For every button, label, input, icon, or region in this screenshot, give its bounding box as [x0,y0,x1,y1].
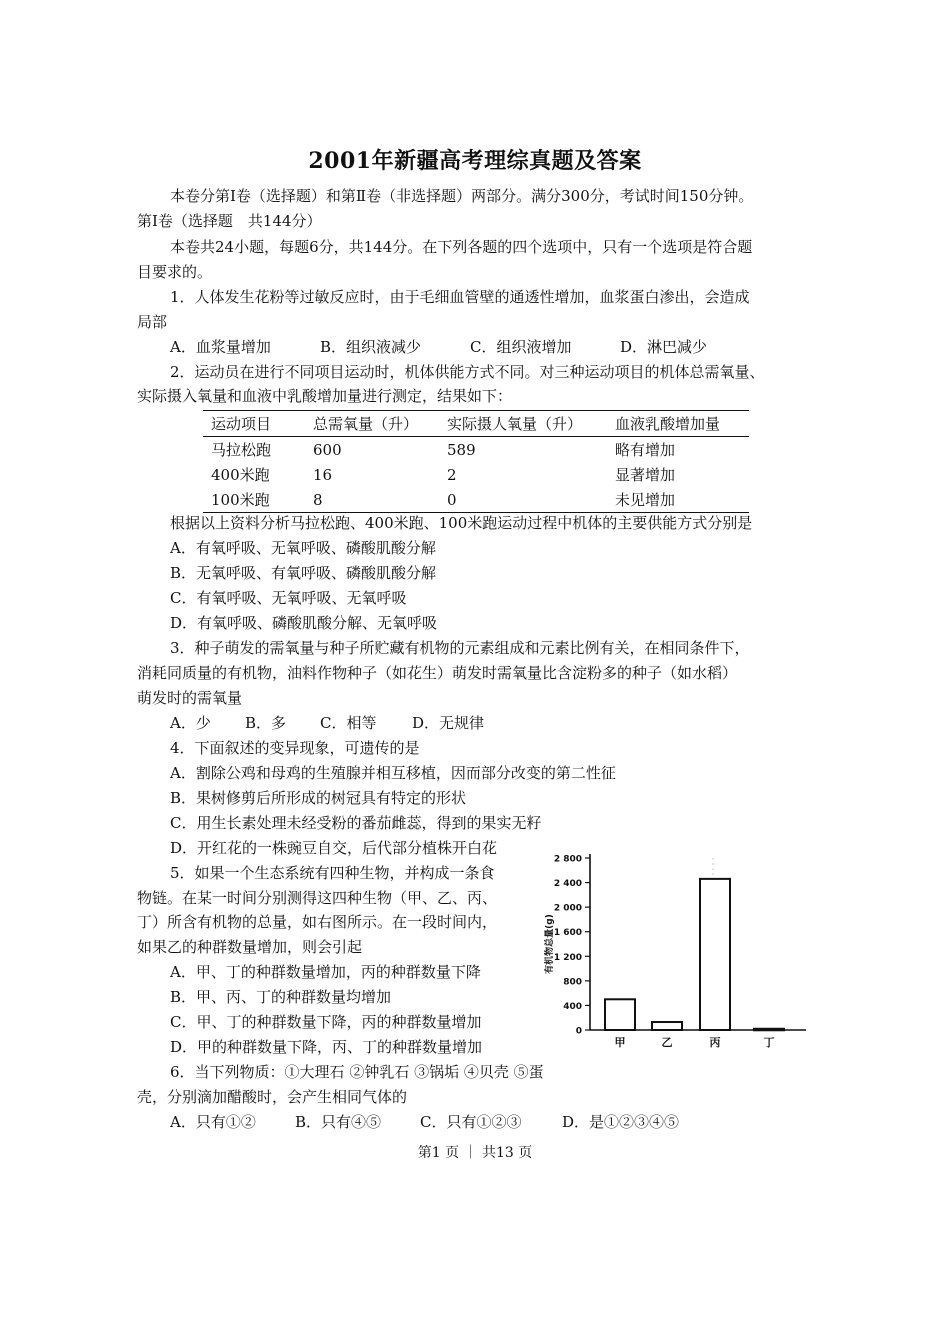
q2-option-a: A．有氧呼吸、无氧呼吸、磷酸肌酸分解 [170,539,436,557]
q3-option-a: A．少 [170,714,211,732]
q3-option-b: B．多 [245,714,287,732]
bar-1 [605,999,635,1030]
y-tick-label: 1 200 [553,952,582,963]
table-cell: 400米跑 [211,466,270,484]
q2-stem: 根据以上资料分析马拉松跑、400米跑、100米跑运动过程中机体的主要供能方式分别是 [170,514,753,532]
table-row [203,487,749,513]
q5-option-b: B．甲、丙、丁的种群数量均增加 [170,988,392,1006]
q1-option-b: B．组织液减少 [320,338,422,356]
q5-line-2: 物链。在某一时间分别测得这四种生物（甲、乙、丙、 [137,889,498,907]
q6-line-1: 6．当下列物质：①大理石 ②钟乳石 ③锅垢 ④贝壳 ⑤蛋 [170,1063,544,1081]
x-category-label: 甲 [614,1036,626,1049]
table-cell: 8 [313,490,323,509]
q3-options [170,713,484,733]
table-header-row [203,411,749,437]
y-tick-label: 400 [563,1001,582,1012]
x-category-label: 乙 [661,1036,673,1049]
q4-option-d: D．开红花的一株豌豆自交，后代部分植株开白花 [170,839,498,857]
x-category-label: 丁 [763,1036,775,1049]
table-header: 实际摄人氧量（升） [447,415,583,433]
bar-2 [652,1022,682,1030]
q6-option-d: D．是①②③④⑤ [562,1113,680,1131]
q1-option-a: A．血浆量增加 [170,338,271,356]
y-tick-label: 2 800 [553,854,582,865]
oxygen-data-table [203,410,749,513]
table-cell: 未见增加 [615,491,676,509]
q5-option-d: D．甲的种群数量下降，丙、丁的种群数量增加 [170,1038,483,1056]
table-cell: 2 [447,465,457,484]
q4-option-b: B．果树修剪后所形成的树冠具有特定的形状 [170,789,467,807]
table-cell: 0 [447,490,457,509]
q2-option-d: D．有氧呼吸、磷酸肌酸分解、无氧呼吸 [170,614,438,632]
bar-4 [754,1029,784,1031]
table-cell: 589 [447,440,476,459]
q6-option-a: A．只有①② [170,1113,256,1131]
table-cell: 16 [313,465,333,484]
q6-option-b: B．只有④⑤ [295,1113,382,1131]
q2-line-1: 2．运动员在进行不同项目运动时，机体供能方式不同。对三种运动项目的机体总需氧量、 [170,363,765,381]
page-footer: 第1 页 ｜ 共13 页 [417,1145,533,1161]
q1-line-2: 局部 [137,313,168,331]
table-row [203,437,749,463]
y-tick-label: 2 000 [553,903,582,914]
q1-line-1: 1．人体发生花粉等过敏反应时，由于毛细血管壁的通透性增加，血浆蛋白渗出，会造成 [170,288,750,306]
q3-option-d: D．无规律 [412,714,485,732]
y-tick-label: 2 400 [553,879,582,890]
q5-option-c: C．甲、丁的种群数量下降，丙的种群数量增加 [170,1013,482,1031]
q1-options [170,337,707,357]
organic-matter-bar-chart [538,846,810,1056]
q6-options [170,1112,679,1132]
intro-line-4: 目要求的。 [137,263,213,281]
table-cell: 略有增加 [615,441,676,459]
table-header: 血液乳酸增加量 [615,415,721,433]
q5-line-1: 5．如果一个生态系统有四种生物，并构成一条食 [170,864,495,882]
table-header: 运动项目 [211,415,272,433]
y-tick-label: 1 600 [553,928,582,939]
table-cell: 600 [313,440,342,459]
q1-option-c: C．组织液增加 [470,338,572,356]
q1-option-d: D．淋巴减少 [620,338,708,356]
page-title: 2001年新疆高考理综真题及答案 [308,148,642,174]
q3-line-3: 萌发时的需氧量 [137,689,243,707]
q5-line-4: 如果乙的种群数量增加，则会引起 [137,938,363,956]
q6-option-c: C．只有①②③ [420,1113,522,1131]
intro-line-1: 本卷分第Ⅰ卷（选择题）和第Ⅱ卷（非选择题）两部分。满分300分，考试时间150分钟。 [170,187,754,205]
y-tick-label: 800 [563,977,582,988]
table-cell: 显著增加 [615,466,676,484]
q4-option-a: A．割除公鸡和母鸡的生殖腺并相互移植，因而部分改变的第二性征 [170,764,616,782]
table-header: 总需氧量（升） [313,415,419,433]
q3-line-1: 3．种子萌发的需氧量与种子所贮藏有机物的元素组成和元素比例有关，在相同条件下， [170,639,750,657]
intro-line-2: 第Ⅰ卷（选择题 共144分） [137,212,322,230]
q5-option-a: A．甲、丁的种群数量增加，丙的种群数量下降 [170,963,481,981]
q2-line-2: 实际摄入氧量和血液中乳酸增加量进行测定，结果如下： [137,387,513,405]
q2-option-b: B．无氧呼吸、有氧呼吸、磷酸肌酸分解 [170,564,437,582]
q5-line-3: 丁）所含有机物的总量，如右图所示。在一段时间内， [137,913,498,931]
q6-line-2: 壳，分别滴加醋酸时，会产生相同气体的 [137,1088,408,1106]
q3-line-2: 消耗同质量的有机物，油料作物种子（如花生）萌发时需氧量比含淀粉多的种子（如水稻） [137,664,738,682]
bar-3 [700,879,730,1030]
y-axis-label: 有机物总量(g) [545,914,555,974]
y-tick-label: 0 [575,1026,582,1037]
q4-option-c: C．用生长素处理未经受粉的番茄雌蕊，得到的果实无籽 [170,814,542,832]
q2-option-c: C．有氧呼吸、无氧呼吸、无氧呼吸 [170,589,407,607]
intro-line-3: 本卷共24小题，每题6分，共144分。在下列各题的四个选项中，只有一个选项是符合题 [170,238,753,256]
table-row [203,462,749,487]
q3-option-c: C．相等 [320,714,377,732]
table-cell: 马拉松跑 [211,441,272,459]
table-cell: 100米跑 [211,491,270,509]
q4-line-1: 4．下面叙述的变异现象，可遗传的是 [170,739,420,757]
x-category-label: 丙 [709,1036,721,1049]
